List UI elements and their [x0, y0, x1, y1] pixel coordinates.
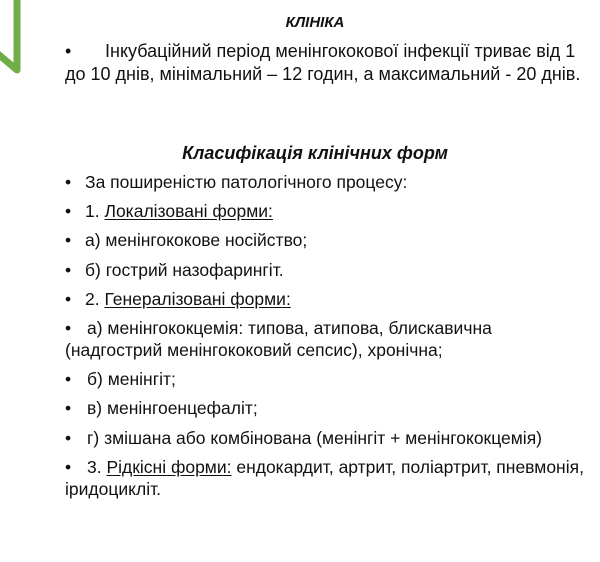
bullet: • [65, 201, 72, 222]
intro-paragraph [65, 40, 595, 85]
classification-list [65, 171, 585, 507]
item-prefix: 2. [85, 288, 105, 309]
bullet: • [65, 41, 72, 61]
item-text: г) змішана або комбінована (менінгіт + менінгококцемія) [87, 427, 542, 448]
bullet: • [65, 230, 72, 251]
list-item [65, 427, 585, 449]
bullet: • [65, 172, 72, 192]
intro-text: Інкубаційний період менінгококової інфекції триває від 1 до 10 днів, мінімальний – 12 годин, а максимальний - 20 днів. [65, 41, 581, 84]
item-heading-underlined: Генералізовані форми: [104, 288, 291, 309]
item-prefix: 1. [85, 201, 105, 222]
item-heading-underlined: Рідкісні форми: [106, 456, 232, 477]
green-corner-accent [0, 0, 40, 80]
list-item [65, 456, 585, 500]
list-item [65, 397, 585, 419]
item-text: За поширеністю патологічного процесу: [85, 172, 408, 192]
item-heading-underlined: Локалізовані форми: [104, 201, 273, 222]
item-text: а) менінгококове носійство; [85, 230, 308, 251]
bullet: • [65, 398, 72, 419]
bullet: • [65, 317, 72, 338]
bullet: • [65, 369, 72, 390]
list-item [65, 171, 585, 193]
list-item [65, 200, 585, 222]
item-text: в) менінгоенцефаліт; [87, 398, 258, 419]
list-item [65, 259, 585, 281]
item-prefix: 3. [87, 456, 107, 477]
bullet: • [65, 456, 72, 477]
item-text: б) менінгіт; [87, 369, 176, 390]
list-item [65, 317, 585, 361]
bullet: • [65, 427, 72, 448]
list-item [65, 288, 585, 310]
item-text: ендокардит, артрит, поліартрит, пневмонія, іридоцикліт. [65, 456, 584, 499]
slide-title: КЛІНІКА [285, 14, 345, 31]
list-item [65, 229, 585, 251]
item-text: б) гострий назофарингіт. [85, 259, 284, 280]
bullet: • [65, 288, 72, 309]
classification-heading: Класифікація клінічних форм [182, 143, 448, 163]
item-text: а) менінгококцемія: типова, атипова, блискавична (надгострий менінгококовий сепсис), хронічна; [65, 317, 492, 360]
bullet: • [65, 259, 72, 280]
list-item [65, 368, 585, 390]
